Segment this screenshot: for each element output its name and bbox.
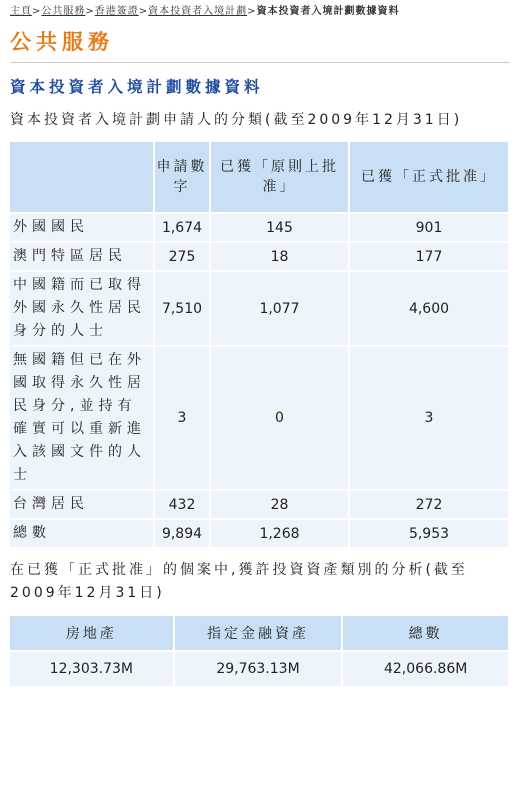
table-header-row: [10, 142, 508, 212]
header-in-principle-approval: 已獲「原則上批准」: [211, 142, 348, 212]
in-principle-cell: 145: [211, 214, 348, 241]
header-real-estate: 房地產: [10, 616, 173, 650]
header-applications: 申請數字: [155, 142, 209, 212]
applicant-category-table: [8, 140, 510, 549]
table-row: [10, 347, 508, 489]
page-heading: 資本投資者入境計劃數據資料: [10, 78, 264, 96]
row-label: 澳門特區居民: [10, 243, 153, 270]
breadcrumb-separator: >: [85, 6, 95, 17]
breadcrumb-cies-link[interactable]: 資本投資者入境計劃: [148, 6, 248, 17]
table-header-row: [10, 616, 508, 650]
row-label: 中國籍而已取得外國永久性居民身分的人士: [10, 272, 153, 345]
applications-cell: 3: [155, 347, 209, 489]
in-principle-cell: 1,268: [211, 520, 348, 547]
table-row: [10, 272, 508, 345]
breadcrumb-home-link[interactable]: 主頁: [10, 6, 32, 17]
table-row: [10, 243, 508, 270]
applications-cell: 7,510: [155, 272, 209, 345]
table-row: [10, 491, 508, 518]
section-title: 公共服務: [10, 26, 510, 63]
table-row: [10, 652, 508, 686]
in-principle-cell: 1,077: [211, 272, 348, 345]
in-principle-cell: 18: [211, 243, 348, 270]
breadcrumb-separator: >: [138, 6, 149, 17]
table-row: [10, 214, 508, 241]
applications-cell: 1,674: [155, 214, 209, 241]
applications-cell: 432: [155, 491, 209, 518]
breadcrumb-separator: >: [247, 6, 257, 17]
header-formal-approval: 已獲「正式批准」: [350, 142, 508, 212]
formal-approval-cell: 3: [350, 347, 508, 489]
breadcrumb: [10, 6, 510, 18]
table-total-row: [10, 520, 508, 547]
row-label: 總數: [10, 520, 153, 547]
header-category: [10, 142, 153, 212]
financial-assets-value: 29,763.13M: [175, 652, 342, 686]
table2-caption: 在已獲「正式批准」的個案中,獲許投資資產類別的分析(截至2009年12月31日): [10, 562, 468, 601]
breadcrumb-separator: >: [32, 6, 42, 17]
formal-approval-cell: 272: [350, 491, 508, 518]
breadcrumb-public-services-link[interactable]: 公共服務: [41, 6, 86, 17]
total-value: 42,066.86M: [343, 652, 508, 686]
in-principle-cell: 28: [211, 491, 348, 518]
applications-cell: 275: [155, 243, 209, 270]
applications-cell: 9,894: [155, 520, 209, 547]
formal-approval-cell: 177: [350, 243, 508, 270]
header-total: 總數: [343, 616, 508, 650]
real-estate-value: 12,303.73M: [10, 652, 173, 686]
breadcrumb-hk-visa-link[interactable]: 香港簽證: [94, 6, 139, 17]
row-label: 外國國民: [10, 214, 153, 241]
in-principle-cell: 0: [211, 347, 348, 489]
breadcrumb-current: 資本投資者入境計劃數據資料: [256, 6, 400, 17]
formal-approval-cell: 5,953: [350, 520, 508, 547]
formal-approval-cell: 4,600: [350, 272, 508, 345]
header-financial-assets: 指定金融資產: [175, 616, 342, 650]
row-label: 台灣居民: [10, 491, 153, 518]
asset-class-table: [8, 614, 510, 688]
row-label: 無國籍但已在外國取得永久性居民身分,並持有確實可以重新進入該國文件的人士: [10, 347, 153, 489]
formal-approval-cell: 901: [350, 214, 508, 241]
table1-caption: 資本投資者入境計劃申請人的分類(截至2009年12月31日): [10, 112, 463, 128]
